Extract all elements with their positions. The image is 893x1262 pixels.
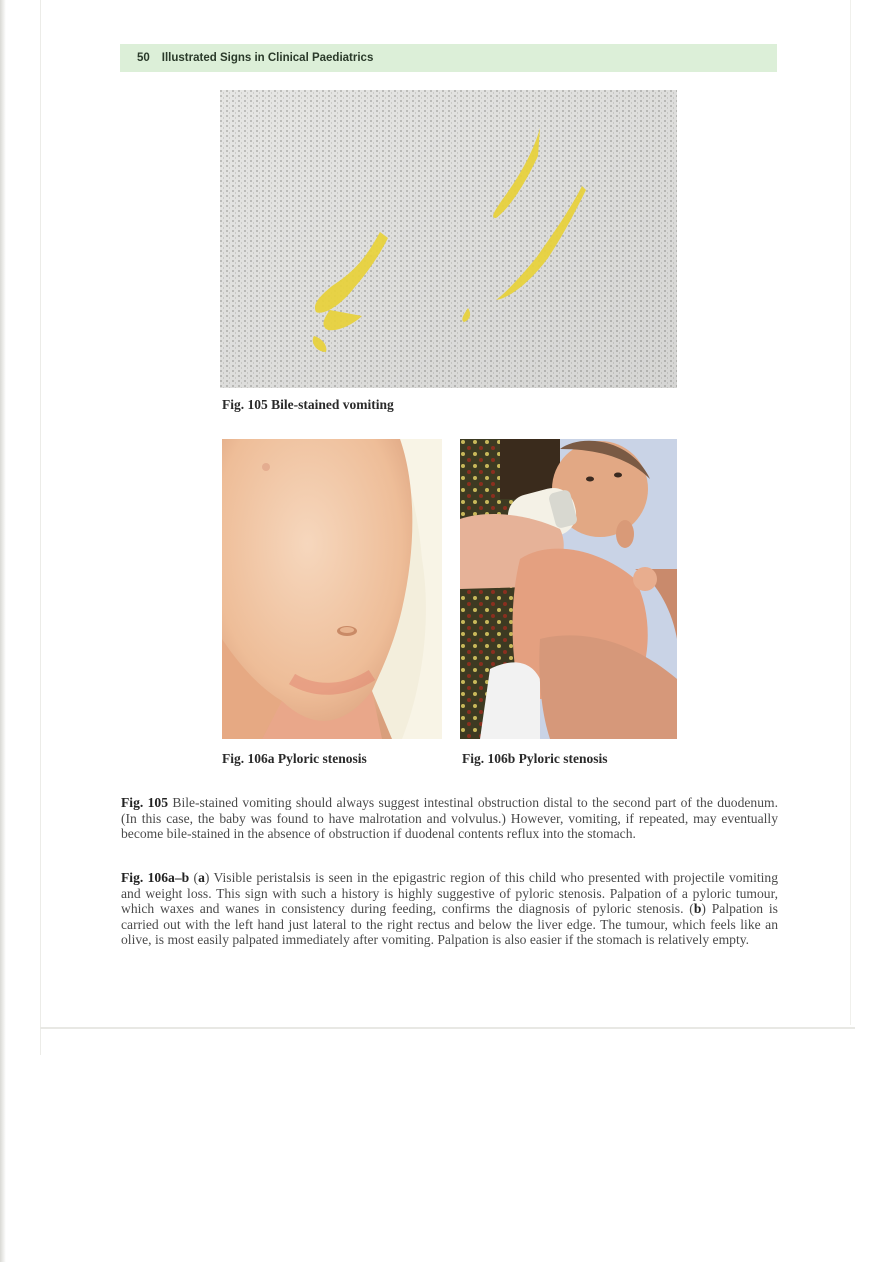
figure-105-caption: Fig. 105 Bile-stained vomiting (222, 397, 394, 412)
figure-106a-photo (222, 439, 442, 739)
paragraph-text-b: Palpation is carried out with the left hand just lateral to the right rectus and below the liver edge. The tumour, which feels like an olive, is most easily palpated immediately after vomiting. Palpation is also easier if the stomach is relatively empty. (121, 901, 778, 948)
part-label-b: b (693, 901, 702, 917)
running-header (120, 44, 777, 72)
figure-106b-photo (460, 439, 677, 739)
paragraph-text: Bile-stained vomiting should always suggest intestinal obstruction distal to the second part of the duodenum. (In this case, the baby was found to have malrotation and volvulus.) However, vomiting, if repeated, may eventually become bile-stained in the absence of obstruction if duodenal contents reflux into the stomach. (121, 795, 778, 842)
page-number: 50 (137, 52, 150, 64)
bottom-margin-line (40, 1027, 855, 1029)
paragraph-lead: Fig. 105 (121, 795, 169, 810)
left-margin-line (40, 0, 41, 1055)
book-title: Illustrated Signs in Clinical Paediatrics (161, 52, 374, 64)
right-margin-line (850, 0, 851, 1025)
part-label-a: a (198, 870, 205, 885)
paragraph-fig-105 (121, 795, 778, 842)
figure-106a-caption: Fig. 106a Pyloric stenosis (222, 751, 367, 766)
paragraph-lead: Fig. 106a–b (121, 870, 190, 885)
page-edge-shadow (0, 0, 6, 1262)
figure-105-photo (220, 90, 677, 388)
paragraph-fig-106: Fig. 106a–b (a) Visible peristalsis is seen in the epigastric region of this child who presented with projectile vomiting and weight loss. This sign with such a history is highly suggestive of pyloric stenosis. Palpation of a pyloric tumour, which waxes and wanes in consistency during feeding, confirms the diagnosis of pyloric stenosis. (b) Palpation is carried out with the left hand just lateral to the right rectus and below the liver edge. The tumour, which feels like an olive, is most easily palpated immediately after vomiting. Palpation is also easier if the stomach is relatively empty. (121, 870, 778, 948)
figure-106b-caption: Fig. 106b Pyloric stenosis (462, 751, 608, 766)
paragraph-text-a: Visible peristalsis is seen in the epigastric region of this child who presented with projectile vomiting and weight loss. This sign with such a history is highly suggestive of pyloric stenosis. Palpation of a pyloric tumour, which waxes and wanes in consistency during feeding, confirms the diagnosis of pyloric stenosis. (121, 870, 778, 917)
